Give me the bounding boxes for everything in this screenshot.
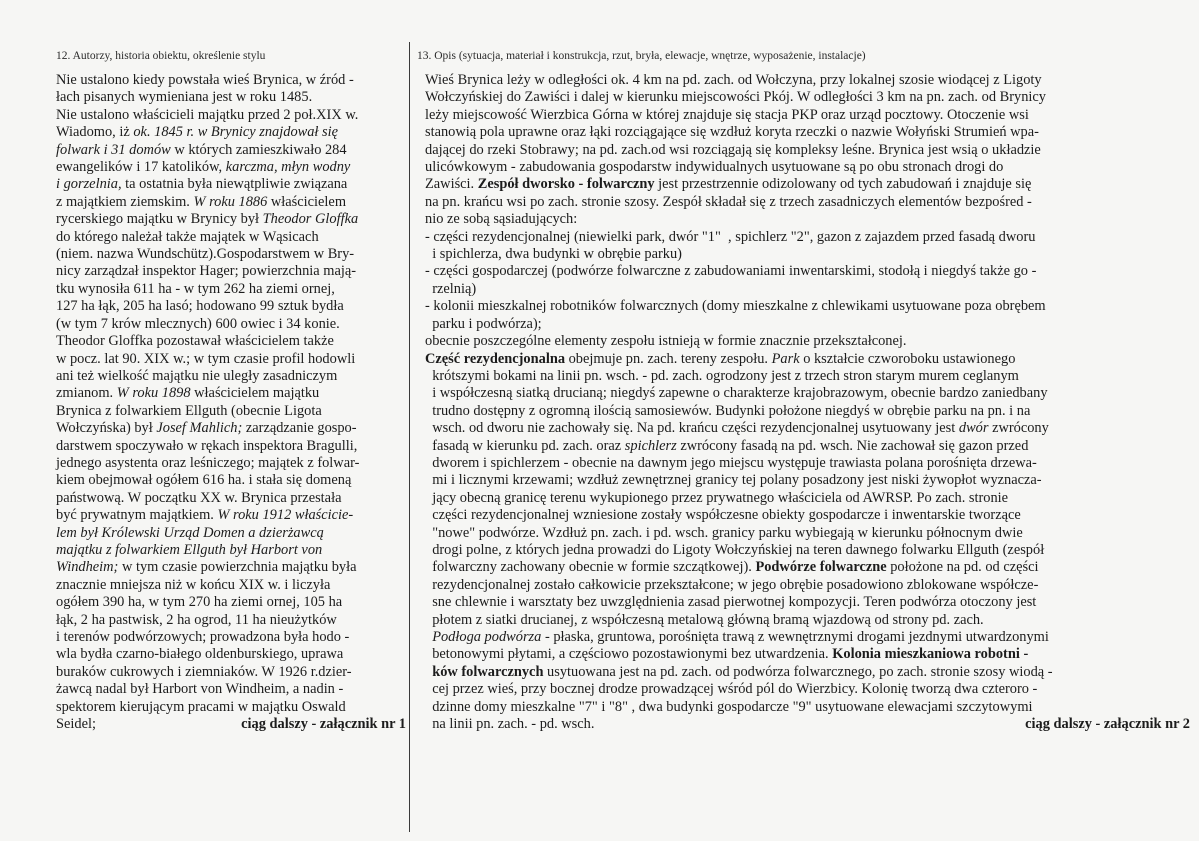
- text-segment: (w tym 7 krów mlecznych) 600 owiec i 34 konie.: [56, 315, 340, 332]
- section-13-text: [425, 72, 1190, 733]
- text-line: [425, 612, 1190, 629]
- italic-text: folwark i 31 domów: [56, 141, 171, 158]
- italic-text: spichlerz: [624, 437, 677, 454]
- text-line: [56, 594, 406, 611]
- text-line: [425, 281, 1190, 298]
- text-segment: jący obecną granicę terenu wykupionego przez prywatnego właściciela od AWRSP. Po zach. stronie: [425, 489, 1009, 506]
- text-segment: ulicówkowym - zabudowania gospodarstw indywidualnych usytuowane są po obu stronach drogi do: [425, 159, 1004, 176]
- text-line: [56, 612, 406, 629]
- text-line: [425, 316, 1190, 333]
- text-segment: Zawiści.: [425, 176, 478, 193]
- text-segment: 127 ha łąk, 205 ha lasó; hodowano 99 sztuk bydła: [56, 298, 344, 315]
- text-segment: znacznie mniejsza niż w końcu XIX w. i liczyła: [56, 576, 331, 593]
- text-segment: (niem. nazwa Wundschütz).Gospodarstwem w Bry-: [56, 246, 355, 263]
- text-segment: - płaska, gruntowa, porośnięta trawą z wewnętrznymi drogami jezdnymi utwardzonymi: [541, 629, 1049, 645]
- text-segment: mi i licznymi krzewami; wzdłuż zewnętrznej granicy tej polany posadzony jest niski żywopłot wyznacza-: [425, 472, 1042, 489]
- text-segment: Wieś Brynica leży w odległości ok. 4 km na pd. zach. od Wołczyna, przy lokalnej szosie wiodącej z Ligoty: [425, 72, 1042, 88]
- bold-text: Podwórze folwarczne: [755, 559, 887, 576]
- text-line: [56, 142, 406, 159]
- text-segment: łąk, 2 ha pastwisk, 2 ha ogrod, 11 ha nieużytków: [56, 611, 337, 628]
- text-segment: nio ze sobą sąsiadujących:: [425, 211, 578, 228]
- text-segment: ta ostatnia była niewątpliwie związana: [121, 176, 348, 193]
- text-segment: w których zamieszkiwało 284: [170, 141, 347, 158]
- section-13-header: 13. Opis (sytuacja, materiał i konstrukcja, rzut, bryła, elewacje, wnętrze, wyposażenie, instalacje): [417, 50, 866, 62]
- text-segment: i spichlerza, dwa budynki w obrębie parku): [425, 246, 682, 263]
- text-line: [425, 646, 1190, 663]
- text-line: [56, 316, 406, 333]
- text-segment: darstwem spoczywało w rękach inspektora Bragulli,: [56, 437, 358, 454]
- text-line: [56, 159, 406, 176]
- text-line: [425, 351, 1190, 368]
- text-segment: leży miejscowość Wierzbica Górna w której znajduje się stacja PKP oraz urząd pocztowy. Otoczenie wsi: [425, 106, 1029, 123]
- text-segment: parku i podwórza);: [425, 315, 542, 332]
- italic-text: dwór: [958, 420, 989, 437]
- text-line: [56, 507, 406, 524]
- italic-text: majątku z folwarkiem Ellguth był Harbort von: [56, 541, 323, 558]
- text-segment: Brynica z folwarkiem Ellguth (obecnie Ligota: [56, 402, 322, 419]
- bold-text: ciąg dalszy - załącznik nr 2: [1025, 716, 1190, 733]
- column-divider: [409, 42, 410, 832]
- text-segment: wla bydła czarno-białego oldenburskiego, uprawa: [56, 646, 344, 663]
- text-segment: właścicielem majątku: [190, 385, 320, 402]
- text-line: [56, 716, 406, 733]
- text-line: [56, 124, 406, 141]
- bold-text: ków folwarcznych: [425, 663, 544, 680]
- text-segment: dworem i spichlerzem - obecnie na dawnym jego miejscu występuje trawiasta polana porośnięta drzewa-: [425, 454, 1037, 471]
- text-segment: państwową. W początku XX w. Brynica przestała: [56, 489, 342, 506]
- text-line: [56, 403, 406, 420]
- text-segment: buraków cukrowych i ziemniaków. W 1926 r.dzier-: [56, 663, 352, 680]
- text-segment: do którego należał także majątek w Wąsicach: [56, 228, 319, 245]
- text-line: [56, 542, 406, 559]
- text-line: [425, 664, 1190, 681]
- text-segment: zwrócony fasadą na pd. wsch. Nie zachował się gazon przed: [676, 437, 1029, 454]
- text-line: [425, 681, 1190, 698]
- text-segment: betonowymi płytami, a częściowo pozostawionymi bez utwardzenia.: [425, 646, 833, 663]
- text-line: [56, 664, 406, 681]
- text-line: [425, 455, 1190, 472]
- text-line: [425, 89, 1190, 106]
- text-line: [425, 525, 1190, 542]
- text-segment: i terenów podwórzowych; prowadzona była hodo -: [56, 629, 350, 645]
- text-segment: Nie ustalono kiedy powstała wieś Brynica, w źród -: [56, 72, 354, 88]
- text-segment: tku wynosiła 611 ha - w tym 262 ha ziemi ornej,: [56, 280, 335, 297]
- text-line: [56, 107, 406, 124]
- bold-text: ciąg dalszy - załącznik nr 1: [241, 716, 406, 733]
- text-segment: Wołczyńskiej do Zawiści i dalej w kierunku miejscowości Pkój. W odległości 3 km na pn. zach. od Brynicy: [425, 89, 1046, 106]
- text-segment: nicy zarządzał inspektor Hager; powierzchnia mają-: [56, 263, 357, 280]
- text-line: [425, 420, 1190, 437]
- text-line: [425, 542, 1190, 559]
- text-segment: - części gospodarczej (podwórze folwarczne z zabudowaniami inwentarskimi, stodołą i niegdyś także go -: [425, 263, 1037, 280]
- text-line: [425, 176, 1190, 193]
- text-segment: sne chlewnie i warsztaty bez uwzględnienia zasad pierwotnej kompozycji. Teren podwórza otoczony jest: [425, 594, 1037, 611]
- bold-text: Zespół dworsko - folwarczny: [477, 176, 655, 193]
- text-segment: obecnie poszczególne elementy zespołu istnieją w formie znacznie przekształconej.: [425, 333, 907, 350]
- text-line: [425, 438, 1190, 455]
- text-segment: Wołczyńska) był: [56, 420, 157, 437]
- text-segment: ewangelików i 17 katolików,: [56, 159, 226, 176]
- text-segment: zmianom.: [56, 385, 117, 402]
- text-segment: właścicielem: [267, 193, 347, 210]
- text-segment: części rezydencjonalnej wzniesione zostały współczesne obiekty gospodarcze i inwentarskie tworzące: [425, 507, 1021, 524]
- text-segment: żawcą nadal był Harbort von Windheim, a nadin -: [56, 681, 344, 698]
- text-line: [425, 72, 1190, 89]
- italic-text: lem był Królewski Urząd Domen a dzierżawcą: [56, 524, 324, 541]
- text-line: [425, 159, 1190, 176]
- text-segment: ogółem 390 ha, w tym 270 ha ziemi ornej, 105 ha: [56, 594, 343, 611]
- text-segment: rzelnią): [425, 280, 477, 297]
- text-segment: płotem z siatki drucianej, z współczesną metalową główną bramą wjazdową od strony pd. zach.: [425, 611, 984, 628]
- text-line: [425, 368, 1190, 385]
- text-segment: zarządzanie gospo-: [242, 420, 357, 437]
- section-12-text: [56, 72, 406, 733]
- text-line: [425, 699, 1190, 716]
- italic-text: Windheim;: [56, 559, 119, 576]
- text-segment: rezydencjonalnej zostało całkowicie przekształcone; w jego obrębie posadowiono zblokowane współcze-: [425, 576, 1039, 593]
- text-line: [56, 229, 406, 246]
- text-segment: na linii pn. zach. - pd. wsch.: [425, 716, 595, 733]
- text-line: [56, 368, 406, 385]
- text-segment: krótszymi bokami na linii pn. wsch. - pd. zach. ogrodzony jest z trzech stron starym murem ceglanym: [425, 367, 1019, 384]
- text-line: [56, 333, 406, 350]
- text-line: [56, 72, 406, 89]
- text-segment: Wiadomo, iż: [56, 124, 134, 141]
- text-segment: - kolonii mieszkalnej robotników folwarcznych (domy mieszkalne z chlewikami usytuowane poza obrębem: [425, 298, 1046, 315]
- text-line: [425, 229, 1190, 246]
- text-line: [56, 455, 406, 472]
- text-line: [56, 211, 406, 228]
- text-line: [425, 385, 1190, 402]
- text-line: [56, 646, 406, 663]
- section-12-header: 12. Autorzy, historia obiektu, określenie stylu: [56, 50, 266, 62]
- italic-text: ok. 1845 r. w Brynicy znajdował się: [133, 124, 339, 141]
- italic-text: karczma, młyn wodny: [225, 159, 351, 176]
- text-line: [425, 211, 1190, 228]
- text-line: [56, 699, 406, 716]
- italic-text: W roku 1886: [193, 193, 268, 210]
- text-line: [425, 716, 1190, 733]
- text-line: [425, 333, 1190, 350]
- text-segment: kiem obejmował ogółem 616 ha. i stała się domeną: [56, 472, 352, 489]
- text-line: [56, 420, 406, 437]
- text-segment: spektorem kierującym pracami w majątku Oswald: [56, 698, 346, 715]
- text-segment: łach pisanych wymieniana jest w roku 1485.: [56, 89, 313, 106]
- text-segment: o kształcie czworoboku ustawionego: [799, 350, 1016, 367]
- text-segment: na pn. krańcu wsi po zach. stronie szosy. Zespół składał się z trzech zasadniczych elementów bezpośred -: [425, 193, 1032, 210]
- text-segment: jednego asystenta oraz leśniczego; majątek z folwar-: [56, 454, 360, 471]
- text-line: [425, 194, 1190, 211]
- text-segment: dzinne domy mieszkalne "7" i "8" , dwa budynki gospodarcze "9" usytuowane elewacjami szczytowymi: [425, 698, 1033, 715]
- text-segment: cej przez wieś, przy bocznej drodze prowadzącej wśród pól do Wierzbicy. Kolonię tworzą dwa czteroro -: [425, 681, 1038, 698]
- italic-text: W roku 1912 właścicie-: [217, 507, 354, 524]
- text-line: [56, 472, 406, 489]
- text-line: [56, 263, 406, 280]
- text-segment: rycerskiego majątku w Brynicy był: [56, 211, 263, 228]
- text-line: [425, 490, 1190, 507]
- text-segment: Seidel;: [56, 716, 96, 733]
- text-segment: i współczesną siatką drucianą; niegdyś zapewne o charakterze krajobrazowym, obecnie bardzo zaniedbany: [425, 385, 1048, 402]
- text-line: [56, 525, 406, 542]
- text-segment: folwarczny zachowany obecnie w formie szczątkowej).: [425, 559, 756, 576]
- text-segment: jest przestrzennie odizolowany od tych zabudowań i znajduje się: [654, 176, 1032, 193]
- text-line: [425, 629, 1190, 646]
- text-segment: być prywatnym majątkiem.: [56, 507, 218, 524]
- text-line: [425, 559, 1190, 576]
- italic-text: Josef Mahlich;: [156, 420, 243, 437]
- text-line: [56, 577, 406, 594]
- text-line: [56, 298, 406, 315]
- text-segment: dającej do rzeki Stobrawy; na pd. zach.od wsi rozciągają się kompleksy leśne. Brynica jest wsią o układzie: [425, 141, 1041, 158]
- text-line: [425, 142, 1190, 159]
- text-segment: ani też wielkość majątku nie uległy zasadniczym: [56, 367, 338, 384]
- text-segment: położone na pd. od części: [886, 559, 1039, 576]
- text-segment: zwrócony: [988, 420, 1049, 437]
- text-segment: stanowią pola uprawne oraz łąki rozciągające się wzdłuż koryta rzeczki o nazwie Wołyński Strumień wpa-: [425, 124, 1039, 141]
- text-segment: Theodor Gloffka pozostawał właścicielem także: [56, 333, 334, 350]
- text-segment: w tym czasie powierzchnia majątku była: [118, 559, 357, 576]
- text-line: [56, 385, 406, 402]
- italic-text: Theodor Gloffka: [262, 211, 359, 228]
- text-segment: trudno dostępny z ogromną ilością samosiewów. Budynki położone niegdyś w obrębie parku na pn. i na: [425, 402, 1031, 419]
- text-segment: w pocz. lat 90. XIX w.; w tym czasie profil hodowli: [56, 350, 356, 367]
- text-segment: wsch. od dworu nie zachowały się. Na pd. krańcu części rezydencjonalnej usytuowany jest: [425, 420, 959, 437]
- text-line: [425, 594, 1190, 611]
- bold-text: Część rezydencjonalna: [425, 350, 566, 367]
- text-line: [425, 246, 1190, 263]
- text-line: [56, 629, 406, 646]
- text-segment: usytuowana jest na pd. zach. od podwórza folwarcznego, po zach. stronie szosy wiodą -: [543, 663, 1053, 680]
- text-line: [56, 438, 406, 455]
- text-line: [425, 403, 1190, 420]
- text-line: [56, 89, 406, 106]
- text-line: [56, 681, 406, 698]
- italic-text: Podłoga podwórza: [425, 629, 542, 645]
- text-line: [56, 194, 406, 211]
- text-segment: - części rezydencjonalnej (niewielki park, dwór "1" , spichlerz "2", gazon z zajazdem przed fasadą dworu: [425, 228, 1036, 245]
- italic-text: i gorzelnia,: [56, 176, 122, 193]
- italic-text: W roku 1898: [116, 385, 191, 402]
- text-segment: "nowe" podwórze. Wzdłuż pn. zach. i pd. wsch. granicy parku wybiegają w kierunku północnym dwie: [425, 524, 1023, 541]
- text-line: [425, 577, 1190, 594]
- text-line: [56, 281, 406, 298]
- text-line: [425, 507, 1190, 524]
- text-line: [425, 472, 1190, 489]
- text-line: [425, 124, 1190, 141]
- italic-text: Park: [771, 350, 800, 367]
- text-line: [56, 351, 406, 368]
- text-segment: Nie ustalono właścicieli majątku przed 2 poł.XIX w.: [56, 106, 359, 123]
- text-line: [425, 298, 1190, 315]
- text-line: [56, 559, 406, 576]
- text-line: [425, 107, 1190, 124]
- text-segment: fasadą w kierunku pd. zach. oraz: [425, 437, 625, 454]
- text-segment: z majątkiem ziemskim.: [56, 193, 194, 210]
- text-line: [56, 246, 406, 263]
- text-segment: obejmuje pn. zach. tereny zespołu.: [565, 350, 772, 367]
- text-line: [56, 176, 406, 193]
- bold-text: Kolonia mieszkaniowa robotni -: [832, 646, 1029, 663]
- text-segment: drogi polne, z których jedna prowadzi do Ligoty Wołczyńskiej na teren dawnego folwarku Ellguth (zespół: [425, 541, 1045, 558]
- text-line: [56, 490, 406, 507]
- text-line: [425, 263, 1190, 280]
